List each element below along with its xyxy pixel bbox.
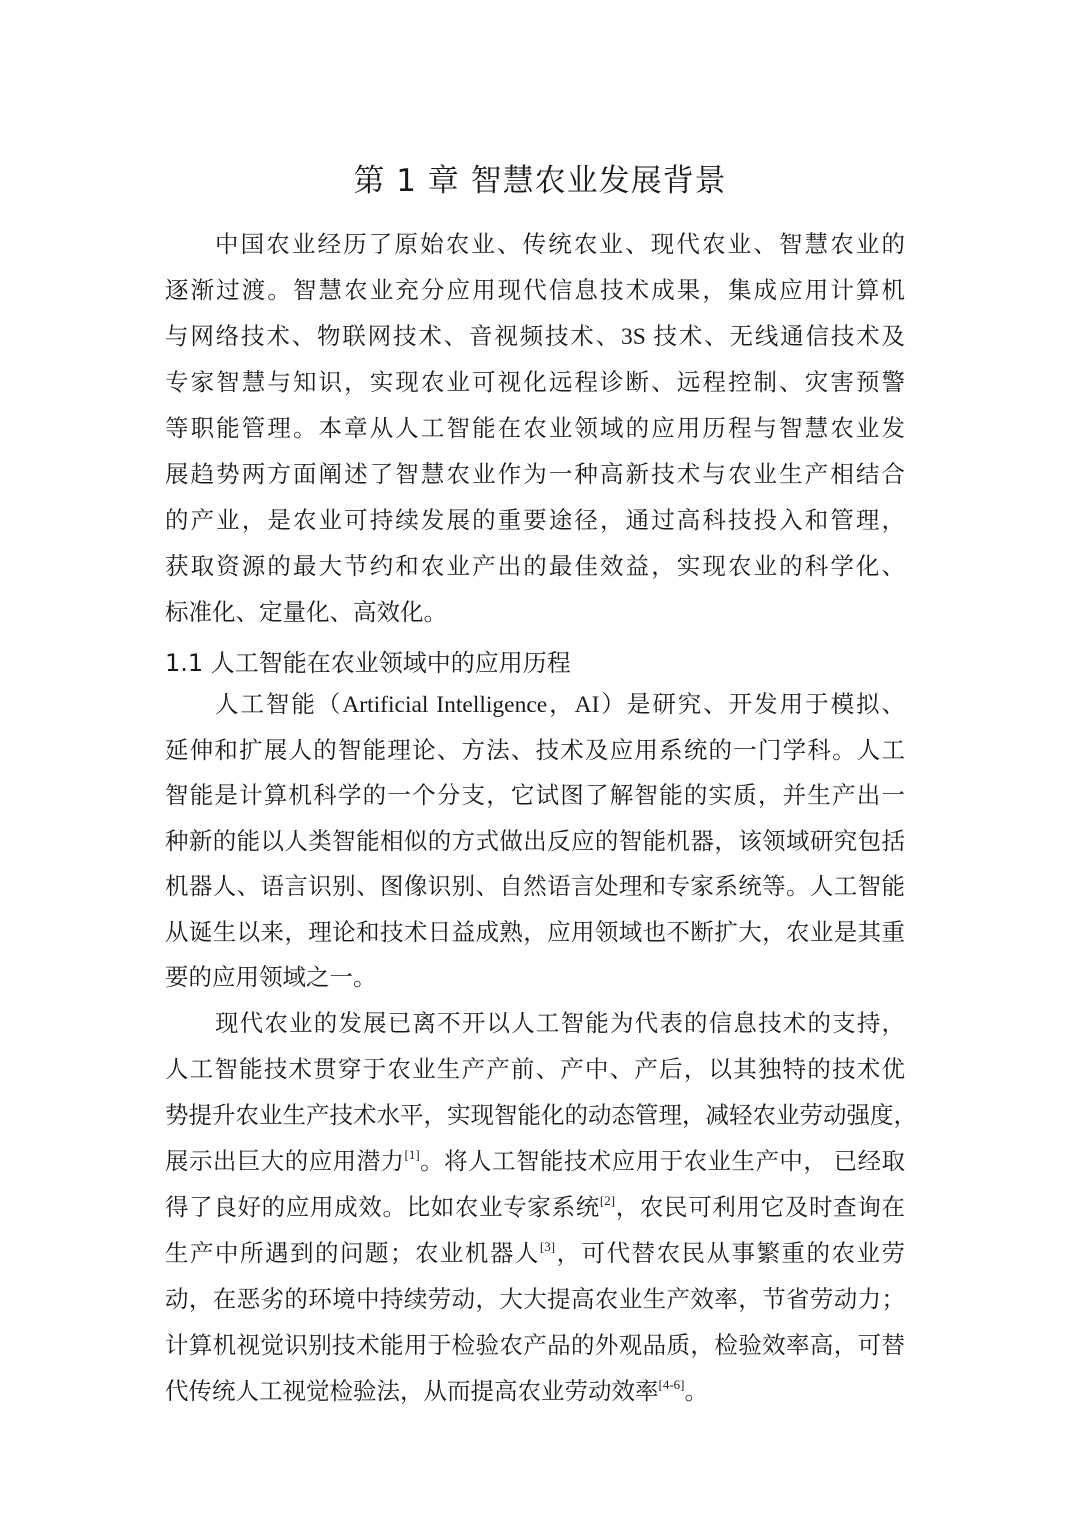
- paragraph-line: [165, 506, 905, 536]
- text-segment: 种新的能以人类智能相似的方式做出反应的智能机器，该领域研究包括: [165, 828, 905, 855]
- text-segment: 计算机视觉识别技术能用于检验农产品的外观品质，检验效率高，可替: [165, 1333, 905, 1359]
- text-segment: 从诞生以来，理论和技术日益成熟，应用领域也不断扩大，农业是其重: [165, 919, 905, 946]
- paragraph-line: [165, 322, 905, 352]
- paragraph-line: [165, 736, 905, 766]
- paragraph-line: [165, 414, 905, 444]
- paragraph-line: [165, 781, 905, 811]
- paragraph-line: [165, 1147, 905, 1177]
- text-segment: 动，在恶劣的环境中持续劳动，大大提高农业生产效率，节省劳动力；: [165, 1287, 905, 1313]
- text-segment: 要的应用领域之一。: [165, 965, 377, 991]
- paragraph-line: [165, 1101, 917, 1131]
- text-segment: 与网络技术、物联网技术、音视频技术、3S 技术、无线通信技术及: [165, 324, 905, 350]
- paragraph-line: [165, 1377, 905, 1407]
- citation-ref[interactable]: [4-6]: [658, 1377, 685, 1392]
- paragraph-line: [165, 1239, 905, 1269]
- paragraph-line: [165, 1055, 905, 1085]
- paragraph-line: [165, 827, 905, 857]
- text-segment: 机器人、语言识别、图像识别、自然语言处理和专家系统等。人工智能: [165, 874, 905, 900]
- paragraph-line: [165, 552, 905, 582]
- text-segment: 逐渐过渡。智慧农业充分应用现代信息技术成果，集成应用计算机: [165, 278, 905, 304]
- text-segment: 现代农业的发展已离不开以人工智能为代表的信息技术的支持，: [215, 1011, 905, 1037]
- citation-ref[interactable]: [1]: [404, 1147, 420, 1162]
- paragraph-line: [165, 368, 905, 398]
- paragraph-line: [165, 460, 905, 490]
- text-segment: 势提升农业生产技术水平，实现智能化的动态管理，减轻农业劳动强度，: [165, 1103, 917, 1129]
- text-segment: 生产中所遇到的问题；农业机器人: [165, 1241, 540, 1267]
- paragraph-line: [215, 230, 905, 260]
- text-segment: 专家智慧与知识，实现农业可视化远程诊断、远程控制、灾害预警: [165, 370, 905, 396]
- citation-ref[interactable]: [2]: [599, 1193, 616, 1208]
- paragraph-line: [165, 872, 905, 902]
- paragraph-line: [165, 276, 905, 306]
- text-segment: 延伸和扩展人的智能理论、方法、技术及应用系统的一门学科。人工: [165, 737, 905, 764]
- text-segment: 人工智能（Artificial Intelligence，AI）是研究、开发用于模拟、: [215, 692, 905, 718]
- paragraph-line: [165, 1285, 905, 1315]
- paragraph-line: [165, 963, 905, 993]
- text-segment: 。: [684, 1379, 708, 1405]
- paragraph-line: [165, 918, 905, 948]
- text-segment: 代传统人工视觉检验法，从而提高农业劳动效率: [165, 1379, 659, 1405]
- text-segment: 得了良好的应用成效。比如农业专家系统: [165, 1195, 600, 1221]
- text-segment: 标准化、定量化、高效化。: [165, 600, 447, 626]
- text-segment: 的产业，是农业可持续发展的重要途径，通过高科技投入和管理，: [165, 508, 905, 534]
- paragraph-line: [215, 690, 905, 720]
- text-segment: 获取资源的最大节约和农业产出的最佳效益，实现农业的科学化、: [165, 554, 905, 580]
- paragraph-line: [165, 1193, 905, 1223]
- text-segment: ，可代替农民从事繁重的农业劳: [555, 1241, 906, 1267]
- text-segment: 人工智能技术贯穿于农业生产产前、产中、产后，以其独特的技术优: [165, 1057, 905, 1083]
- text-segment: ，农民可利用它及时查询在: [615, 1195, 906, 1221]
- paragraph-line: [165, 1331, 905, 1361]
- section-heading: 1.1 人工智能在农业领域中的应用历程: [165, 649, 571, 677]
- paragraph-line: [215, 1009, 905, 1039]
- text-segment: 智能是计算机科学的一个分支，它试图了解智能的实质，并生产出一: [165, 783, 905, 809]
- paragraph-line: [165, 598, 905, 628]
- chapter-title: 第 1 章 智慧农业发展背景: [353, 163, 727, 199]
- text-segment: 展趋势两方面阐述了智慧农业作为一种高新技术与农业生产相结合: [165, 462, 905, 488]
- text-segment: 展示出巨大的应用潜力: [165, 1149, 405, 1175]
- citation-ref[interactable]: [3]: [539, 1239, 556, 1254]
- text-segment: 等职能管理。本章从人工智能在农业领域的应用历程与智慧农业发: [165, 416, 905, 442]
- text-segment: 。将人工智能技术应用于农业生产中， 已经取: [419, 1149, 906, 1175]
- text-segment: 中国农业经历了原始农业、传统农业、现代农业、智慧农业的: [215, 232, 905, 258]
